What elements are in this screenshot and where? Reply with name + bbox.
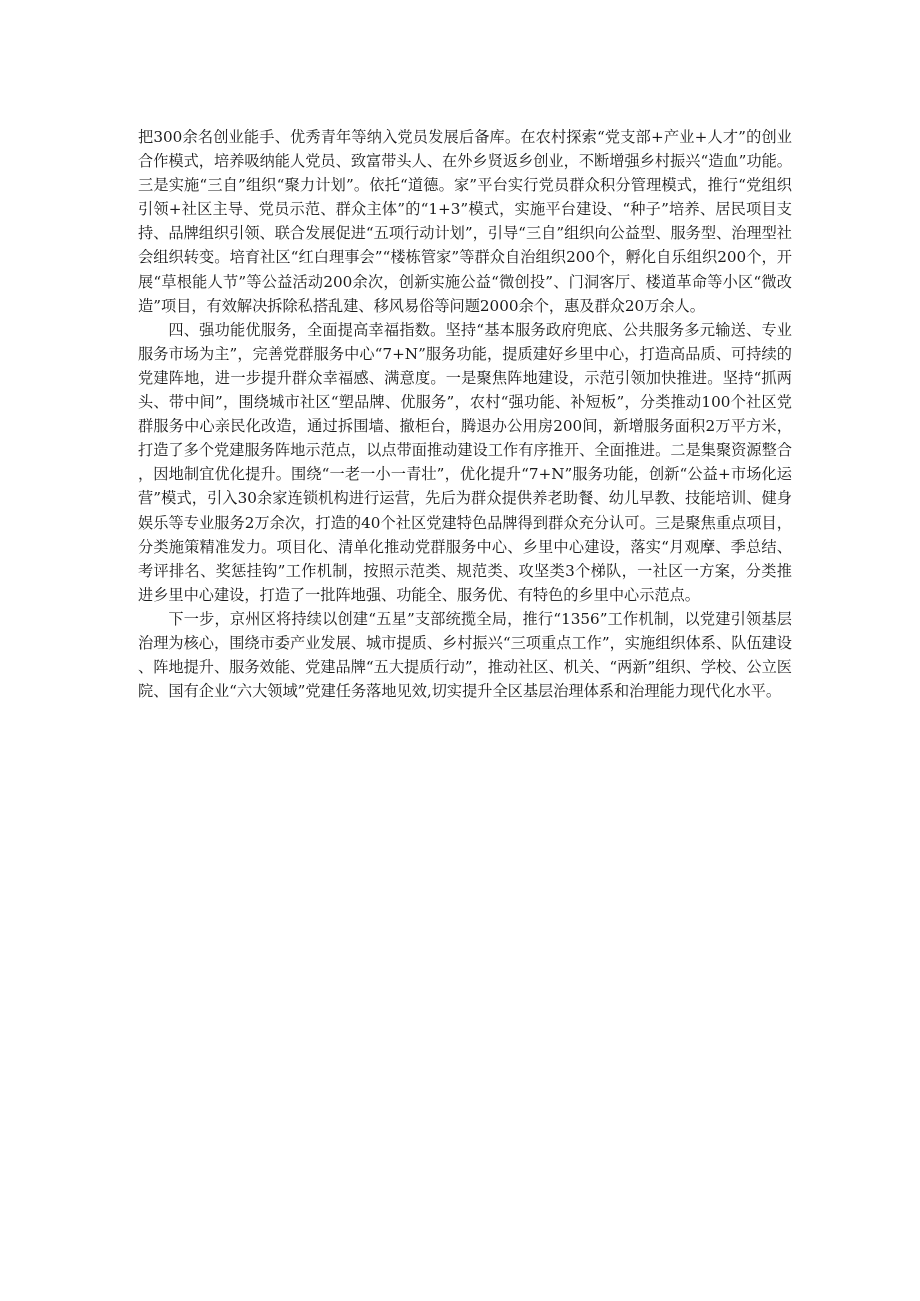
document-body: [138, 125, 792, 703]
paragraph-section-four: 四、强功能优服务，全面提高幸福指数。坚持“基本服务政府兜底、公共服务多元输送、专业服务市场为主”，完善党群服务中心“7+N”服务功能，提质建好乡里中心，打造高品质、可持续的党建阵地，进一步提升群众幸福感、满意度。一是聚焦阵地建设，示范引领加快推进。坚持“抓两头、带中间”，围绕城市社区“塑品牌、优服务”，农村“强功能、补短板”，分类推动100个社区党群服务中心亲民化改造，通过拆围墙、撤柜台，腾退办公用房200间，新增服务面积2万平方米，打造了多个党建服务阵地示范点，以点带面推动建设工作有序推开、全面推进。二是集聚资源整合，因地制宜优化提升。围绕“一老一小一青壮”，优化提升“7+N”服务功能，创新“公益+市场化运营”模式，引入30余家连锁机构进行运营，先后为群众提供养老助餐、幼儿早教、技能培训、健身娱乐等专业服务2万余次，打造的40个社区党建特色品牌得到群众充分认可。三是聚焦重点项目，分类施策精准发力。项目化、清单化推动党群服务中心、乡里中心建设，落实“月观摩、季总结、考评排名、奖惩挂钩”工作机制，按照示范类、规范类、攻坚类3个梯队，一社区一方案，分类推进乡里中心建设，打造了一批阵地强、功能全、服务优、有特色的乡里中心示范点。: [138, 320, 792, 604]
paragraph-continuation: 把300余名创业能手、优秀青年等纳入党员发展后备库。在农村探索“党支部+产业+人才”的创业合作模式，培养吸纳能人党员、致富带头人、在外乡贤返乡创业，不断增强乡村振兴“造血”功能。三是实施“三自”组织“聚力计划”。依托“道德。家”平台实行党员群众积分管理模式，推行“党组织引领+社区主导、党员示范、群众主体”的“1+3”模式，实施平台建设、“种子”培养、居民项目支持、品牌组织引领、联合发展促进“五项行动计划”，引导“三自”组织向公益型、服务型、治理型社会组织转变。培育社区“红白理事会”“楼栋管家”等群众自治组织200个，孵化自乐组织200个，开展“草根能人节”等公益活动200余次，创新实施公益“微创投”、门洞客厅、楼道革命等小区“微改造”项目，有效解决拆除私搭乱建、移风易俗等问题2000余个，惠及群众20万余人。: [138, 128, 792, 315]
paragraph-next-steps: 下一步，京州区将持续以创建“五星”支部统揽全局，推行“1356”工作机制，以党建引领基层治理为核心，围绕市委产业发展、城市提质、乡村振兴“三项重点工作”，实施组织体系、队伍建设、阵地提升、服务效能、党建品牌“五大提质行动”，推动社区、机关、“两新”组织、学校、公立医院、国有企业“六大领域”党建任务落地见效,切实提升全区基层治理体系和治理能力现代化水平。: [138, 609, 792, 701]
